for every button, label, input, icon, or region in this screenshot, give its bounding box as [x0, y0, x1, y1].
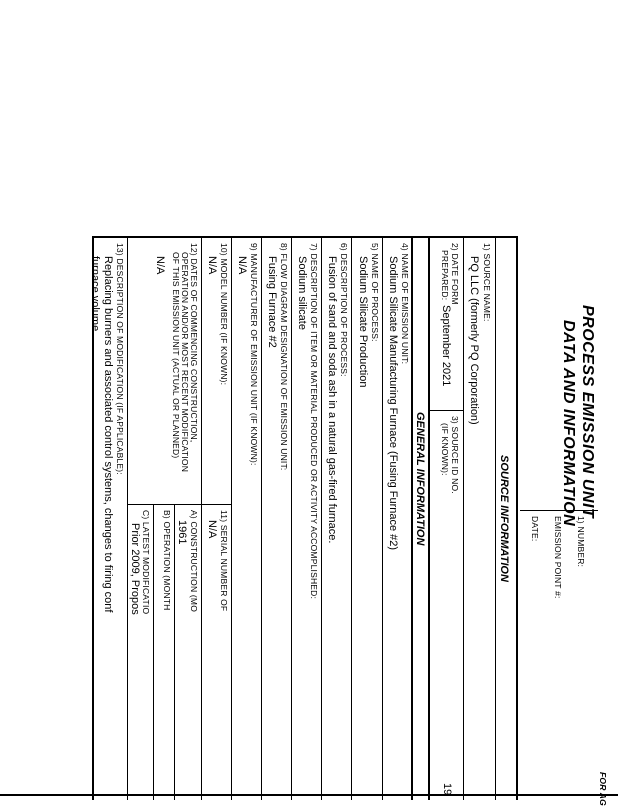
construction-rule — [174, 504, 175, 800]
general-section-heading: GENERAL INFORMATION — [414, 412, 426, 546]
mod-desc-label: 13) DESCRIPTION OF MODIFICATION (IF APPLICABLE): — [115, 243, 125, 475]
form-bottom-border — [92, 236, 94, 800]
general-row-12-rule — [127, 236, 128, 800]
model-serial-divider — [202, 504, 232, 505]
source-id-value: 19 — [441, 783, 453, 796]
operation-rule — [153, 504, 154, 800]
latest-mod-value: Prior 2009, Propos — [129, 523, 141, 615]
manufacturer-label: 9) MANUFACTURER OF EMISSION UNIT (IF KNOWN): — [249, 243, 259, 466]
operation-label: B) OPERATION (MONTH — [162, 510, 172, 611]
source-row-2-divider — [430, 410, 464, 411]
process-desc-value: Fusion of sand and soda ash in a natural gas-fired furnace. — [326, 256, 338, 544]
prepared-label: PREPARED: — [440, 250, 450, 301]
serial-value: N/A — [206, 520, 218, 539]
flow-label: 8) FLOW DIAGRAM DESIGNATION OF EMISSION UNIT: — [279, 243, 289, 471]
process-desc-label: 6) DESCRIPTION OF PROCESS: — [339, 243, 349, 377]
source-row-1-rule — [463, 236, 464, 800]
dates-value: N/A — [154, 256, 166, 275]
dates-label-line-2: OPERATION AND/OR MOST RECENT MODIFICATION — [180, 252, 190, 473]
process-name-label: 5) NAME OF PROCESS: — [370, 243, 380, 342]
latest-mod-label: C) LATEST MODIFICATIO — [141, 510, 151, 615]
manufacturer-value: N/A — [236, 256, 248, 275]
dates-divider — [128, 504, 202, 505]
item-label: 7) DESCRIPTION OF ITEM OR MATERIAL PRODUCED OR ACTIVITY ACCOMPLISHED: — [309, 243, 319, 600]
source-section-heading: SOURCE INFORMATION — [498, 455, 510, 582]
mod-desc-line-2: furnace volume. — [89, 256, 101, 335]
emission-point-label: EMISSION POINT #: — [553, 516, 563, 599]
agency-box-left-border — [520, 510, 598, 511]
model-value: N/A — [206, 256, 218, 275]
model-label: 10) MODEL NUMBER (IF KNOWN): — [219, 243, 229, 386]
general-row-5-rule — [351, 236, 352, 800]
construction-value: 1961 — [176, 520, 188, 545]
source-name-label: 1) SOURCE NAME: — [482, 243, 492, 322]
number-label: 1) NUMBER: — [576, 516, 586, 568]
source-section-top-border — [516, 236, 518, 800]
item-value: Sodium silicate — [296, 256, 308, 330]
general-row-6-rule — [321, 236, 322, 800]
source-id-sublabel: (IF KNOWN): — [440, 423, 450, 476]
general-row-8-rule — [261, 236, 262, 800]
date-form-value: September 2021 — [440, 305, 452, 387]
agency-header: FOR AG — [598, 772, 608, 806]
dates-label-line-3: OF THIS EMISSION UNIT (ACTUAL OR PLANNED) — [171, 252, 181, 459]
unit-name-value: Sodium Silicate Manufacturing Furnace (Fusing Furnace #2) — [387, 256, 399, 551]
general-section-heading-rule — [411, 236, 413, 800]
form-left-border — [94, 236, 518, 238]
serial-label: 11) SERIAL NUMBER OF — [219, 510, 229, 612]
flow-value: Fusing Furnace #2 — [266, 256, 278, 348]
source-section-bottom-border — [428, 236, 430, 800]
source-id-label: 3) SOURCE ID NO. — [450, 416, 460, 494]
source-name-value: PQ LLC (formerly PQ Corporation) — [468, 256, 480, 425]
general-row-7-rule — [291, 236, 292, 800]
form-title-line-2: DATA AND INFORMATION — [560, 320, 577, 527]
unit-name-label: 4) NAME OF EMISSION UNIT: — [400, 243, 410, 365]
dates-label-line-1: 12) DATES OF COMMENCING CONSTRUCTION, — [189, 243, 199, 443]
process-name-value: Sodium Silicate Production — [357, 256, 369, 388]
general-row-9-rule — [231, 236, 232, 800]
source-section-heading-rule — [495, 236, 496, 800]
general-row-10-rule — [201, 236, 202, 800]
date-form-label: 2) DATE FORM — [450, 243, 460, 305]
date-label: DATE: — [530, 516, 540, 542]
mod-desc-line-1: Replacing burners and associated control systems, changes to firing conf — [102, 256, 114, 613]
general-row-4-rule — [382, 236, 383, 800]
construction-label: A) CONSTRUCTION (MO — [189, 510, 199, 613]
form-title-line-1: PROCESS EMISSION UNIT — [579, 305, 596, 519]
